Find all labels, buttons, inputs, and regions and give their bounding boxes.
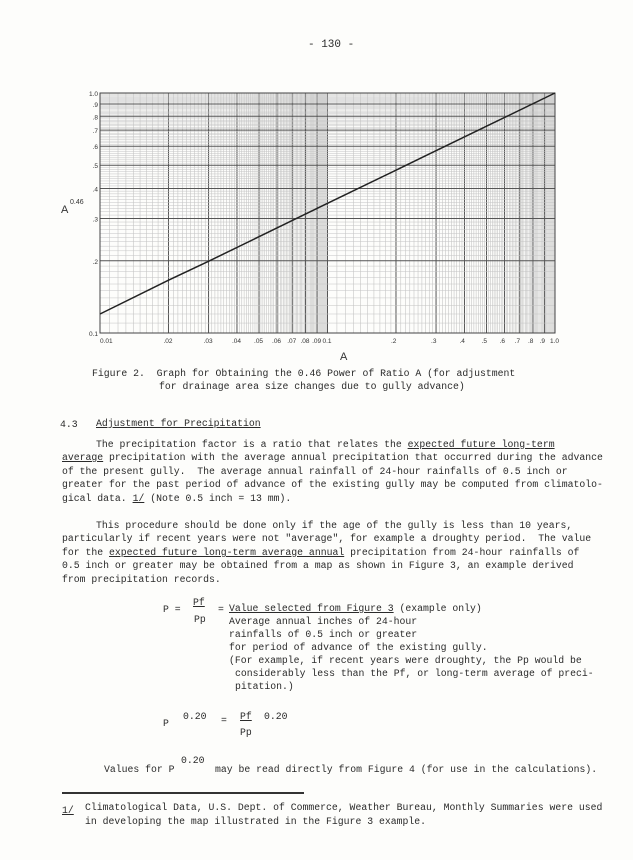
formula2-numerator: Pf xyxy=(240,711,252,722)
x-tick-label: 0.01 xyxy=(100,338,113,345)
y-tick-labels xyxy=(89,91,98,338)
footnote-line-1: Climatological Data, U.S. Dept. of Commerce, Weather Bureau, Monthly Summaries were used xyxy=(85,802,603,813)
y-tick-label: .8 xyxy=(92,114,98,122)
emphasis: Value selected from Figure 3 xyxy=(229,603,394,614)
para2-line-4: 0.5 inch or greater may be obtained from a map as shown in Figure 3, an example derived xyxy=(62,560,574,571)
text: precipitation with the average annual precipitation that occurred during the advance xyxy=(103,452,603,463)
x-tick-label: .03 xyxy=(203,338,213,345)
formula1-def-1 xyxy=(229,604,482,614)
x-tick-label: .5 xyxy=(481,338,487,345)
formula2-denominator: Pp xyxy=(240,727,252,738)
para2-line-2: particularly if recent years were not "average", for example a droughty period. The value xyxy=(62,533,592,544)
x-tick-label: .8 xyxy=(527,338,534,345)
x-tick-label: 1.0 xyxy=(550,338,560,345)
emphasis: expected future long-term average annual xyxy=(109,547,345,558)
y-tick-label: .3 xyxy=(92,216,98,224)
text: gical data. xyxy=(62,493,133,504)
footnote-ref[interactable]: 1/ xyxy=(132,493,145,504)
footnote-rule xyxy=(62,792,304,794)
formula2-lhs: P xyxy=(163,718,169,729)
chart-grid xyxy=(100,93,555,333)
formula2-exponent-2: 0.20 xyxy=(264,711,288,722)
para2-line-3 xyxy=(62,548,579,558)
values-line-exponent: 0.20 xyxy=(181,755,205,766)
section-title: Adjustment for Precipitation xyxy=(96,418,261,429)
formula1-def-2: Average annual inches of 24-hour xyxy=(229,616,418,627)
formula1-def-7: pitation.) xyxy=(235,681,294,692)
values-line-a: Values for P xyxy=(104,764,175,775)
x-tick-label: 0.1 xyxy=(322,338,332,345)
figure-caption-line-2: for drainage area size changes due to gully advance) xyxy=(159,381,465,392)
page-number: - 130 - xyxy=(308,39,355,51)
text: precipitation from 24-hour rainfalls of xyxy=(344,547,580,558)
x-tick-labels xyxy=(100,338,559,345)
x-tick-label: .05 xyxy=(254,338,264,345)
x-tick-label: .3 xyxy=(431,338,437,345)
formula1-equals: = xyxy=(218,604,224,615)
x-tick-label: .02 xyxy=(163,338,173,345)
y-tick-label: .7 xyxy=(92,128,98,136)
section-number: 4.3 xyxy=(60,419,78,430)
x-tick-label: .04 xyxy=(231,338,242,345)
footnote-line-2: in developing the map illustrated in the Figure 3 example. xyxy=(85,816,426,827)
y-axis-label: A xyxy=(61,204,69,216)
figure-2-chart xyxy=(0,0,633,370)
y-tick-label: .4 xyxy=(92,186,98,194)
formula1-lhs: P = xyxy=(163,604,181,615)
formula1-numerator: Pf xyxy=(193,597,205,608)
x-tick-label: .07 xyxy=(287,338,297,345)
text: (example only) xyxy=(393,603,482,614)
x-axis-label: A xyxy=(340,351,348,363)
y-tick-label: .6 xyxy=(92,144,98,152)
x-tick-label: .6 xyxy=(499,338,505,345)
values-line-b: may be read directly from Figure 4 (for use in the calculations). xyxy=(215,764,598,775)
emphasis: expected future long-term xyxy=(407,439,555,450)
x-tick-label: .06 xyxy=(272,338,282,345)
y-tick-label: 1.0 xyxy=(88,91,98,98)
y-tick-label: .2 xyxy=(92,258,98,266)
para1-line-2 xyxy=(62,453,603,463)
formula2-exponent: 0.20 xyxy=(183,711,207,722)
formula1-def-4: for period of advance of the existing gully. xyxy=(229,642,488,653)
x-tick-label: .7 xyxy=(514,338,521,345)
para1-line-4: greater for the past period of advance of the existing gully may be computed from climatolo- xyxy=(62,479,603,490)
para1-line-1 xyxy=(96,440,555,450)
y-tick-label: 0.1 xyxy=(88,331,98,338)
text: (Note 0.5 inch = 13 mm). xyxy=(144,493,292,504)
x-tick-label: .08 xyxy=(300,338,310,345)
figure-caption-line-1: Figure 2. Graph for Obtaining the 0.46 Power of Ratio A (for adjustment xyxy=(92,368,516,379)
y-tick-label: .9 xyxy=(92,101,98,109)
y-tick-label: .5 xyxy=(92,163,98,171)
formula1-def-3: rainfalls of 0.5 inch or greater xyxy=(229,629,418,640)
x-tick-label: .09 xyxy=(312,338,322,345)
formula2-equals: = xyxy=(221,715,227,726)
x-tick-label: .9 xyxy=(539,338,546,345)
text: for the xyxy=(62,547,110,558)
formula1-def-6: considerably less than the Pf, or long-term average of preci- xyxy=(235,668,594,679)
formula1-denominator: Pp xyxy=(194,614,206,625)
emphasis: average xyxy=(62,452,104,463)
x-tick-label: .4 xyxy=(459,338,465,345)
para1-line-3: of the present gully. The average annual rainfall of 24-hour rainfalls of 0.5 inch or xyxy=(62,466,568,477)
footnote-mark: 1/ xyxy=(62,805,74,816)
para2-line-5: from precipitation records. xyxy=(62,574,221,585)
formula1-def-5: (For example, if recent years were droughty, the Pp would be xyxy=(229,655,582,666)
para1-line-5 xyxy=(62,494,291,504)
text: The precipitation factor is a ratio that relates the xyxy=(96,439,408,450)
y-axis-label-exponent: 0.46 xyxy=(70,199,84,206)
para2-line-1: This procedure should be done only if the age of the gully is less than 10 years, xyxy=(96,520,573,531)
x-tick-label: .2 xyxy=(390,338,397,345)
